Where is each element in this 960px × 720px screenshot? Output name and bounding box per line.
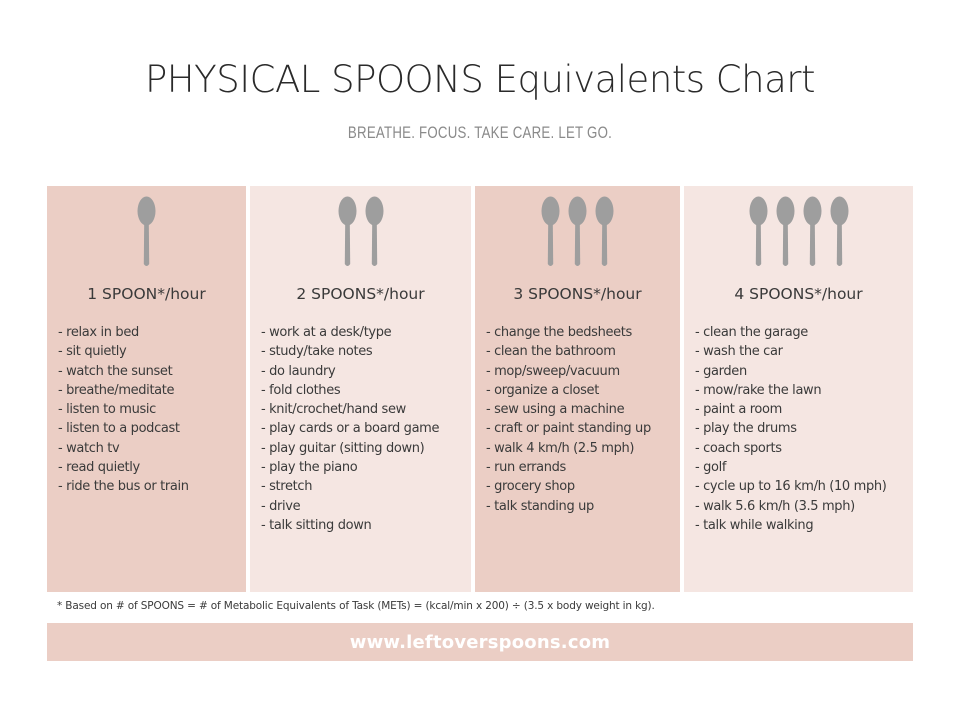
activity-item: - listen to music [58,402,156,418]
activity-item: - talk sitting down [261,517,372,533]
activity-item: - wash the car [695,344,783,360]
activity-item: - organize a closet [486,382,599,398]
column-4-spoons [684,186,913,592]
activity-item: - craft or paint standing up [486,421,651,437]
activity-item: - walk 4 km/h (2.5 mph) [486,440,635,456]
activity-item: - relax in bed [58,325,139,340]
spoon-icon [338,196,357,268]
spoon-icon-group [250,196,471,268]
footer-bar [47,623,913,661]
activity-item: - clean the bathroom [486,344,616,360]
activity-item: - coach sports [695,440,782,456]
activity-item: - work at a desk/type [261,325,392,340]
column-heading: 2 SPOONS*/hour [296,285,425,303]
spoon-icon-group [684,196,913,268]
activity-item: - knit/crochet/hand sew [261,402,406,418]
footnote: * Based on # of SPOONS = # of Metabolic Equivalents of Task (METs) = (kcal/min x 200) ÷ (3.5 x body weight in kg). [57,600,655,612]
column-heading: 4 SPOONS*/hour [734,285,863,303]
activity-item: - stretch [261,479,313,495]
spoon-icon [803,196,822,268]
website-link[interactable]: www.leftoverspoons.com [349,631,611,653]
activity-item: - fold clothes [261,382,341,398]
activity-item: - do laundry [261,363,336,379]
page-title: PHYSICAL SPOONS Equivalents Chart [144,58,815,101]
activity-item: - mow/rake the lawn [695,382,822,398]
activity-item: - play cards or a board game [261,421,440,437]
activity-list [58,323,242,497]
spoon-icon [568,196,587,268]
spoon-icon [137,196,156,268]
activity-item: - drive [261,498,301,514]
activity-item: - watch tv [58,440,120,456]
activity-item: - grocery shop [486,479,575,495]
activity-list [695,323,909,535]
activity-item: - clean the garage [695,325,808,340]
activity-item: - read quietly [58,460,140,476]
activity-item: - run errands [486,460,566,476]
activity-item: - play guitar (sitting down) [261,440,425,456]
activity-item: - mop/sweep/vacuum [486,363,620,379]
activity-item: - play the piano [261,460,358,476]
page-subtitle: BREATHE. FOCUS. TAKE CARE. LET GO. [347,123,613,142]
spoon-icon [830,196,849,268]
activity-item: - golf [695,460,727,476]
spoon-icon-group [475,196,680,268]
spoon-icon [776,196,795,268]
activity-item: - play the drums [695,421,797,437]
column-1-spoon [47,186,246,592]
activity-item: - listen to a podcast [58,421,180,437]
activity-item: - change the bedsheets [486,325,632,340]
column-heading: 3 SPOONS*/hour [513,285,642,303]
activity-item: - sit quietly [58,344,127,360]
activity-item: - ride the bus or train [58,479,189,495]
activity-item: - watch the sunset [58,363,173,379]
activity-item: - paint a room [695,402,782,418]
activity-item: - sew using a machine [486,402,625,418]
spoon-icon [749,196,768,268]
activity-item: - talk while walking [695,517,814,533]
activity-item: - talk standing up [486,498,594,514]
activity-item: - cycle up to 16 km/h (10 mph) [695,479,887,495]
activity-item: - garden [695,363,747,379]
spoon-icon [595,196,614,268]
spoon-icon [365,196,384,268]
column-3-spoons [475,186,680,592]
column-2-spoons [250,186,471,592]
activity-item: - walk 5.6 km/h (3.5 mph) [695,498,855,514]
activity-item: - study/take notes [261,344,373,360]
spoon-icon-group [47,196,246,268]
activity-list [261,323,467,535]
column-heading: 1 SPOON*/hour [87,285,206,303]
activity-list [486,323,676,516]
spoon-icon [541,196,560,268]
activity-item: - breathe/meditate [58,382,175,398]
